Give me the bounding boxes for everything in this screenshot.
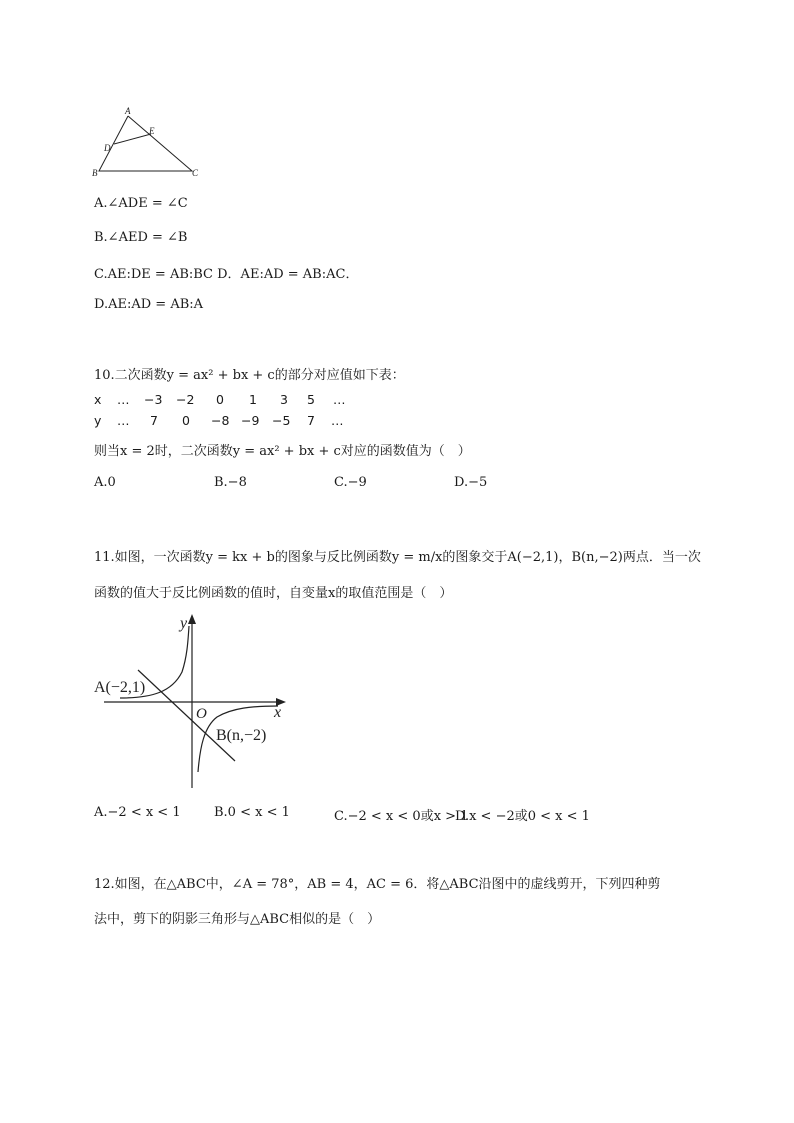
label-point-b: B(n,−2) (216, 727, 267, 744)
triangle-ade-figure (88, 104, 208, 184)
table-x-cell: … (333, 392, 346, 407)
table-y-cell: … (331, 413, 344, 428)
q11-option-a: A.−2 < x < 1 (94, 805, 181, 820)
table-y-cell: 7 (150, 413, 158, 428)
table-x-cell: −2 (176, 392, 195, 407)
table-x-cell: 5 (307, 392, 315, 407)
label-y-axis: y (180, 615, 188, 632)
label-c: C (192, 168, 199, 178)
label-x-axis: x (274, 704, 282, 721)
q11-option-b: B.0 < x < 1 (214, 805, 290, 820)
label-a: A (125, 106, 131, 116)
table-y-cell: −9 (241, 413, 260, 428)
q11-option-c: C.−2 < x < 0或x > 1 (334, 809, 469, 824)
table-y-cell: 0 (182, 413, 190, 428)
table-y-cell: … (117, 413, 130, 428)
q9-option-a: A.∠ADE = ∠C (94, 196, 188, 211)
q11-stem-line2: 函数的值大于反比例函数的值时，自变量x的取值范围是（ ） (94, 586, 453, 601)
label-e: E (149, 126, 155, 136)
table-x-label: x (94, 392, 102, 407)
table-x-cell: 1 (249, 392, 257, 407)
label-d: D (104, 143, 111, 153)
table-x-cell: 3 (280, 392, 288, 407)
q11-stem-line1: 11.如图，一次函数y = kx + b的图象与反比例函数y = m/x的图象交于A(−2,1)，B(n,−2)两点．当一次 (94, 550, 701, 565)
label-b: B (92, 168, 98, 178)
q10-option-d: D.−5 (454, 475, 488, 490)
q9-option-c: C.AE:DE = AB:BC D．AE:AD = AB:AC． (94, 267, 359, 282)
q12-stem-line1: 12.如图，在△ABC中，∠A = 78°，AB = 4，AC = 6．将△ABC沿图中的虚线剪开，下列四种剪 (94, 877, 661, 892)
q10-question: 则当x = 2时，二次函数y = ax² + bx + c对应的函数值为（ ） (94, 444, 471, 459)
label-point-a: A(−2,1) (94, 679, 146, 696)
label-origin: O (196, 706, 207, 722)
q11-option-d: D.x < −2或0 < x < 1 (455, 809, 590, 824)
q10-option-c: C.−9 (334, 475, 367, 490)
table-y-cell: 7 (307, 413, 315, 428)
q12-stem-line2: 法中，剪下的阴影三角形与△ABC相似的是（ ） (94, 912, 381, 927)
q9-option-d: D.AE:AD = AB:A (94, 297, 204, 312)
table-x-cell: −3 (144, 392, 163, 407)
function-graph-figure (92, 612, 292, 792)
table-y-cell: −5 (272, 413, 291, 428)
table-y-label: y (94, 413, 102, 428)
q9-option-b: B.∠AED = ∠B (94, 230, 188, 245)
table-y-cell: −8 (211, 413, 230, 428)
q10-stem: 10.二次函数y = ax² + bx + c的部分对应值如下表： (94, 368, 405, 383)
table-x-cell: 0 (216, 392, 224, 407)
q10-option-a: A.0 (94, 475, 116, 490)
q10-option-b: B.−8 (214, 475, 247, 490)
table-x-cell: … (117, 392, 130, 407)
